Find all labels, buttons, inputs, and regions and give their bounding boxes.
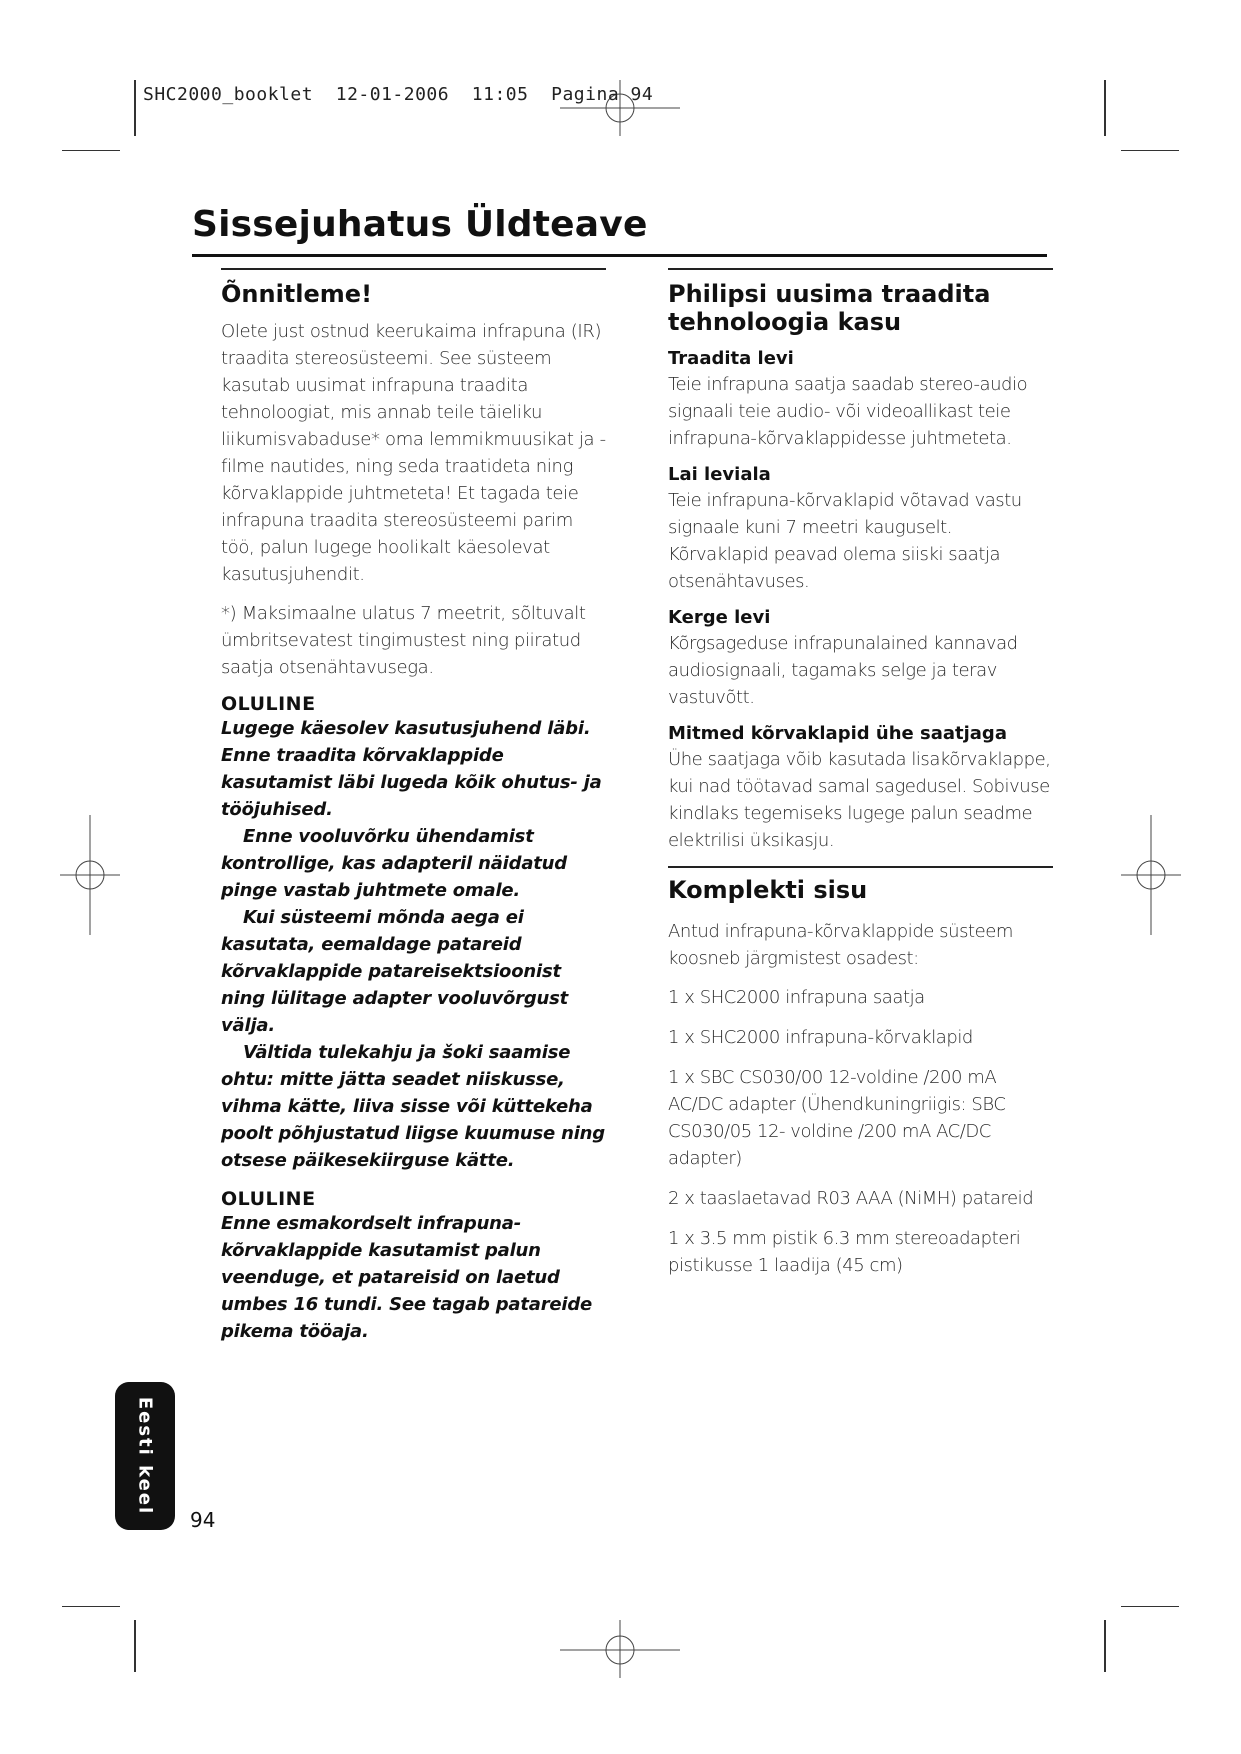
registration-mark-bottom-icon: [560, 1620, 680, 1678]
language-side-tab: [115, 1382, 175, 1530]
crop-mark-top-right-horizontal: [1121, 150, 1179, 151]
feature-title: Traadita levi: [668, 348, 794, 369]
right-column: [668, 268, 1053, 1292]
registration-mark-left-icon: [60, 815, 120, 935]
footnote-paragraph: *) Maksimaalne ulatus 7 meetrit, sõltuvalt ümbritsevatest tingimustest ning piiratud saatja otsenähtavusega.: [221, 603, 586, 678]
crop-mark-top-left-vertical: [134, 80, 136, 136]
package-contents-heading: Komplekti sisu: [668, 876, 868, 904]
feature-block: [668, 607, 1053, 711]
contents-item: 1 x SBC CS030/00 12-voldine /200 mA AC/DC adapter (Ühendkuningriigis: SBC CS030/05 12- voldine /200 mA AC/DC adapter): [668, 1067, 1006, 1169]
important-paragraph: Enne vooluvõrku ühendamist kontrollige, kas adapteril näidatud pinge vastab juhtmete omale.: [221, 826, 567, 901]
important-paragraph: Vältida tulekahju ja šoki saamise ohtu: mitte jätta seadet niiskusse, vihma kätte, liiva sisse või küttekeha poolt põhjustatud liigse kuumuse ning otsese päikesekiirguse kätte.: [221, 1042, 605, 1171]
section-rule: [221, 268, 606, 270]
feature-title: Kerge levi: [668, 607, 771, 628]
feature-text: Teie infrapuna-kõrvaklapid võtavad vastu signaale kuni 7 meetri kauguselt. Kõrvaklapid peavad olema siiski saatja otsenähtavuses.: [668, 490, 1022, 592]
feature-block: [668, 348, 1053, 452]
title-rule: [192, 254, 1047, 257]
crop-mark-top-right-vertical: [1104, 80, 1106, 136]
registration-mark-right-icon: [1121, 815, 1181, 935]
left-column: [221, 268, 606, 1345]
print-slug-header: SHC2000_booklet 12-01-2006 11:05 Pagina 94: [143, 84, 654, 105]
important-paragraph: Kui süsteemi mõnda aega ei kasutata, eemaldage patareid kõrvaklappide patareisektsioonist ning lülitage adapter vooluvõrgust välja.: [221, 907, 569, 1036]
feature-title: Mitmed kõrvaklapid ühe saatjaga: [668, 723, 1007, 744]
feature-text: Teie infrapuna saatja saadab stereo-audio signaali teie audio- või videoallikast teie infrapuna-kõrvaklappidesse juhtmeteta.: [668, 374, 1028, 449]
language-tab-label: Eesti keel: [134, 1396, 156, 1516]
important-paragraph: Lugege käesolev kasutusjuhend läbi. Enne traadita kõrvaklappide kasutamist läbi lugeda kõik ohutus- ja tööjuhised.: [221, 718, 602, 820]
feature-text: Kõrgsageduse infrapunalained kannavad audiosignaali, tagamaks selge ja terav vastuvõtt.: [668, 633, 1018, 708]
benefits-heading: Philipsi uusima traadita tehnoloogia kasu: [668, 280, 991, 336]
contents-item: 2 x taaslaetavad R03 AAA (NiMH) patareid: [668, 1188, 1034, 1209]
contents-item: 1 x SHC2000 infrapuna-kõrvaklapid: [668, 1027, 973, 1048]
feature-block: [668, 464, 1053, 595]
crop-mark-bottom-left-vertical: [134, 1620, 136, 1672]
contents-item: 1 x 3.5 mm pistik 6.3 mm stereoadapteri pistikusse 1 laadija (45 cm): [668, 1228, 1021, 1276]
important-title: OLULINE: [221, 693, 316, 715]
important-title: OLULINE: [221, 1188, 316, 1210]
contents-intro: Antud infrapuna-kõrvaklappide süsteem koosneb järgmistest osadest:: [668, 921, 1013, 969]
crop-mark-bottom-right-horizontal: [1121, 1606, 1179, 1607]
feature-text: Ühe saatjaga võib kasutada lisakõrvaklappe, kui nad töötavad samal sagedusel. Sobivuse kindlaks tegemiseks lugege palun seadme elektrilisi üksikasju.: [668, 749, 1051, 851]
feature-block: [668, 723, 1053, 854]
page-title: Sissejuhatus Üldteave: [192, 204, 648, 245]
page-number: 94: [190, 1508, 216, 1532]
section-rule: [668, 866, 1053, 868]
crop-mark-bottom-left-horizontal: [62, 1606, 120, 1607]
congratulations-heading: Õnnitleme!: [221, 280, 373, 308]
feature-title: Lai leviala: [668, 464, 771, 485]
crop-mark-top-left-horizontal: [62, 150, 120, 151]
intro-paragraph: Olete just ostnud keerukaima infrapuna (IR) traadita stereosüsteemi. See süsteem kasutab uusimat infrapuna traadita tehnoloogiat, mis annab teile täieliku liikumisvabaduse* oma lemmikmuusikat ja -filme nautides, ning seda traatideta ning kõrvaklappide juhtmeteta! Et tagada teie infrapuna traadita stereosüsteemi parim töö, palun lugege hoolikalt käesolevat kasutusjuhendit.: [221, 321, 606, 585]
section-rule: [668, 268, 1053, 270]
contents-item: 1 x SHC2000 infrapuna saatja: [668, 987, 925, 1008]
crop-mark-bottom-right-vertical: [1104, 1620, 1106, 1672]
important-paragraph: Enne esmakordselt infrapuna-kõrvaklappide kasutamist palun veenduge, et patareisid on laetud umbes 16 tundi. See tagab patareide pikema tööaja.: [221, 1213, 593, 1342]
